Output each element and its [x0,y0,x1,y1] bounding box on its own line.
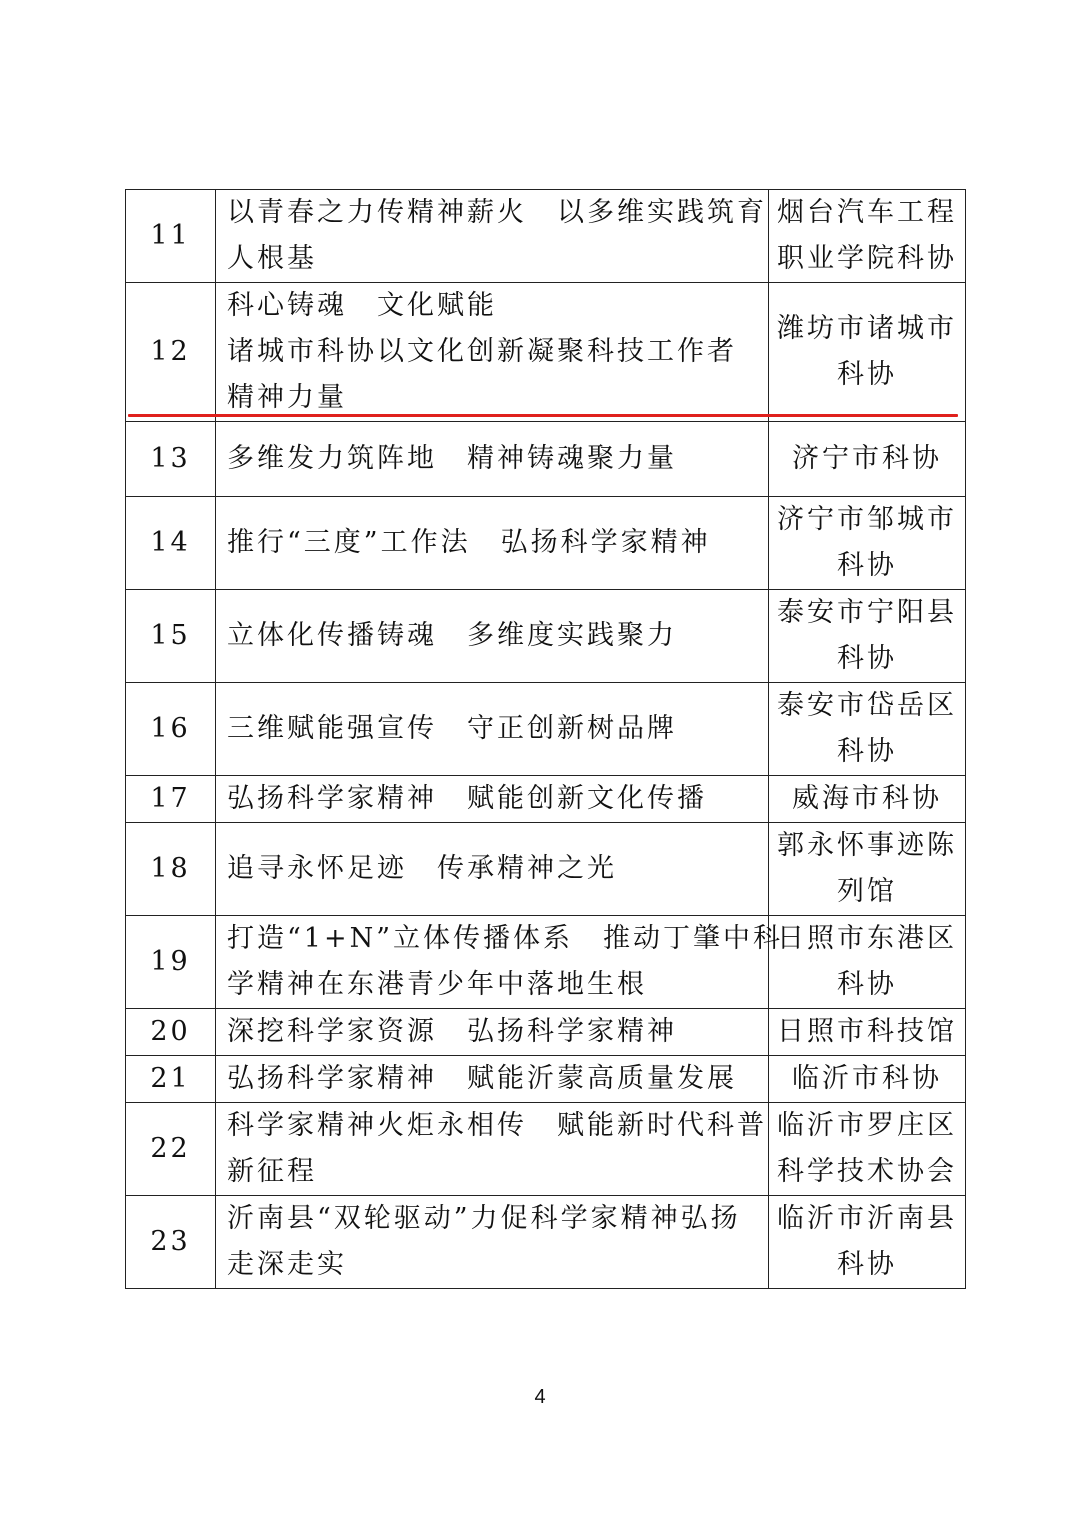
organization-line: 科协 [837,736,897,767]
table-row [126,916,966,1009]
title-line: 精神力量 [227,382,347,413]
table-row [126,776,966,823]
organization-line: 烟台汽车工程 [777,197,957,228]
organization-line: 日照市东港区 [777,923,957,954]
title-line: 打造“1+N”立体传播体系 推动丁肇中科 [227,923,784,954]
row-organization [769,283,966,422]
row-title [216,776,769,823]
organization-line: 临沂市罗庄区 [777,1110,957,1141]
row-number: 14 [126,497,216,590]
organization-line: 科协 [837,969,897,1000]
row-number: 15 [126,590,216,683]
row-number: 16 [126,683,216,776]
title-line: 科学家精神火炬永相传 赋能新时代科普 [227,1110,767,1141]
row-organization [769,683,966,776]
organization-line: 济宁市邹城市 [777,504,957,535]
title-line: 弘扬科学家精神 赋能沂蒙高质量发展 [227,1063,737,1094]
row-number: 13 [126,422,216,497]
row-title [216,1056,769,1103]
row-number: 12 [126,283,216,422]
organization-line: 日照市科技馆 [777,1016,957,1047]
row-organization [769,190,966,283]
row-title [216,190,769,283]
row-organization [769,776,966,823]
row-number: 18 [126,823,216,916]
organization-line: 科协 [837,643,897,674]
organization-line: 职业学院科协 [777,243,957,274]
organization-line: 科协 [837,1249,897,1280]
table-row [126,1103,966,1196]
title-line: 追寻永怀足迹 传承精神之光 [227,853,617,884]
organization-line: 济宁市科协 [792,443,942,474]
organization-line: 泰安市宁阳县 [777,597,957,628]
organization-line: 临沂市科协 [792,1063,942,1094]
row-organization [769,1056,966,1103]
row-organization [769,1009,966,1056]
table-row [126,1009,966,1056]
table-row [126,1056,966,1103]
row-organization [769,916,966,1009]
organization-line: 郭永怀事迹陈 [777,830,957,861]
row-number: 23 [126,1196,216,1289]
row-title [216,422,769,497]
organization-line: 潍坊市诸城市 [777,313,957,344]
row-organization [769,422,966,497]
row-title [216,1196,769,1289]
title-line: 新征程 [227,1156,317,1187]
organization-line: 临沂市沂南县 [777,1203,957,1234]
title-line: 弘扬科学家精神 赋能创新文化传播 [227,783,707,814]
organization-line: 科学技术协会 [777,1156,957,1187]
table-row [126,422,966,497]
row-title [216,916,784,1009]
row-title [216,497,769,590]
row-organization [769,1103,966,1196]
row-number: 11 [126,190,216,283]
title-line: 推行“三度”工作法 弘扬科学家精神 [227,527,711,558]
organization-line: 科协 [837,359,897,390]
title-line: 科心铸魂 文化赋能 [227,290,497,321]
row-title [216,283,769,422]
title-line: 三维赋能强宣传 守正创新树品牌 [227,713,677,744]
entries-table [125,189,966,1289]
title-line: 深挖科学家资源 弘扬科学家精神 [227,1016,677,1047]
row-title [216,590,769,683]
title-line: 沂南县“双轮驱动”力促科学家精神弘扬 [227,1203,741,1234]
row-organization [769,823,966,916]
title-line: 走深走实 [227,1249,347,1280]
row-organization [769,497,966,590]
table-row [126,283,966,422]
row-organization [769,1196,966,1289]
row-title [216,823,769,916]
organization-line: 列馆 [837,876,897,907]
row-title [216,1009,769,1056]
row-number: 22 [126,1103,216,1196]
organization-line: 泰安市岱岳区 [777,690,957,721]
row-number: 20 [126,1009,216,1056]
title-line: 学精神在东港青少年中落地生根 [227,969,647,1000]
table-row [126,823,966,916]
title-line: 人根基 [227,243,317,274]
title-line: 以青春之力传精神薪火 以多维实践筑育 [227,197,767,228]
row-number: 21 [126,1056,216,1103]
table-row [126,497,966,590]
red-underline [128,414,958,417]
organization-line: 科协 [837,550,897,581]
row-title [216,683,769,776]
title-line: 诸城市科协以文化创新凝聚科技工作者 [227,336,737,367]
table-row [126,190,966,283]
row-number: 19 [126,916,216,1009]
title-line: 多维发力筑阵地 精神铸魂聚力量 [227,443,677,474]
row-number: 17 [126,776,216,823]
table-row [126,683,966,776]
row-title [216,1103,769,1196]
row-organization [769,590,966,683]
table-row [126,590,966,683]
organization-line: 威海市科协 [792,783,942,814]
title-line: 立体化传播铸魂 多维度实践聚力 [227,620,677,651]
table-row [126,1196,966,1289]
page-number: 4 [534,1386,546,1408]
